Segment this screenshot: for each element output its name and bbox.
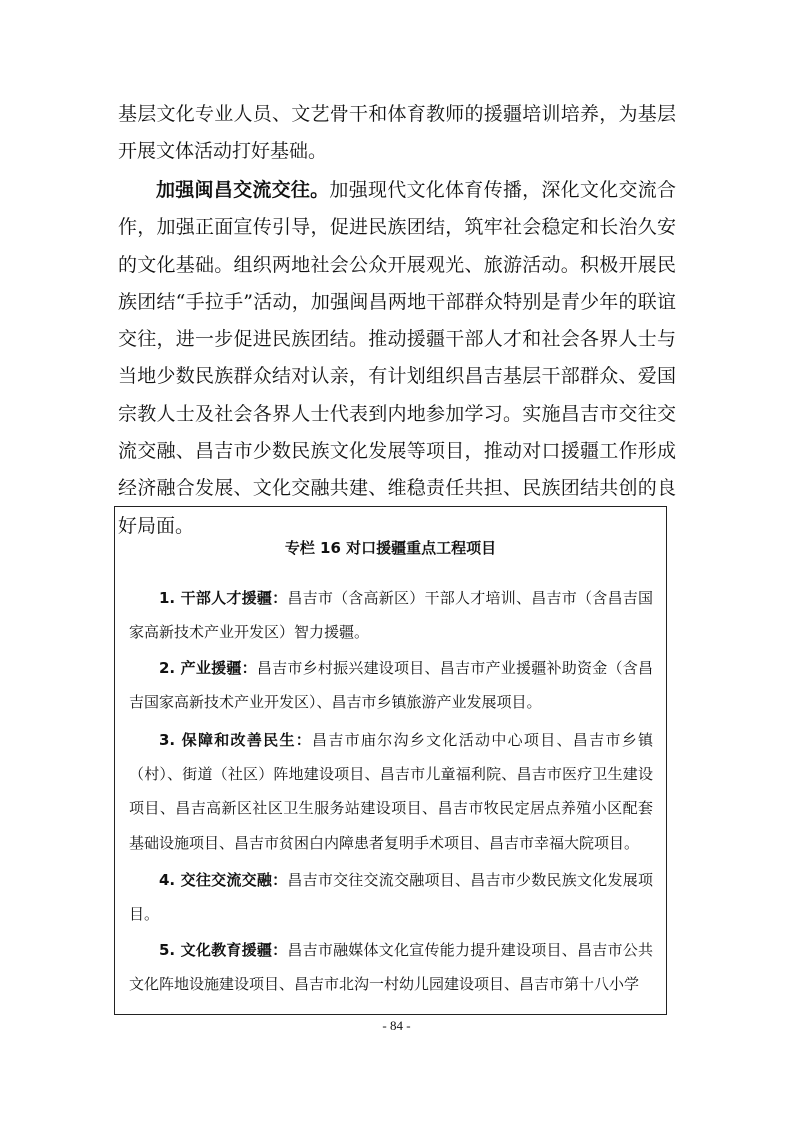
body-paragraph-1: 基层文化专业人员、文艺骨干和体育教师的援疆培训培养，为基层开展文体活动打好基础。 <box>118 103 676 163</box>
project-item-4 <box>129 863 653 931</box>
paragraph-lead-heading: 加强闽昌交流交往。 <box>156 179 330 201</box>
project-item-text: 昌吉市庙尔沟乡文化活动中心项目、昌吉市乡镇（村）、街道（社区）阵地建设项目、昌吉市儿童福利院、昌吉市医疗卫生建设项目、昌吉高新区社区卫生服务站建设项目、昌吉市牧民定居点养殖小区配套基础设施项目、昌吉市贫困白内障患者复明手术项目、昌吉市幸福大院项目。 <box>129 731 653 852</box>
project-item-1 <box>129 581 653 649</box>
paragraph-2-text: 加强现代文化体育传播，深化文化交流合作，加强正面宣传引导，促进民族团结，筑牢社会稳定和长治久安的文化基础。组织两地社会公众开展观光、旅游活动。积极开展民族团结“手拉手”活动，加强闽昌两地干部群众特别是青少年的联谊交往，进一步促进民族团结。推动援疆干部人才和社会各界人士与当地少数民族群众结对认亲，有计划组织昌吉基层干部群众、爱国宗教人士及社会各界人士代表到内地参加学习。实施昌吉市交往交流交融、昌吉市少数民族文化发展等项目，推动对口援疆工作形成经济融合发展、文化交融共建、维稳责任共担、民族团结共创的良好局面。 <box>118 179 676 537</box>
project-item-3 <box>129 723 653 860</box>
project-item-text: 昌吉市乡村振兴建设项目、昌吉市产业援疆补助资金（含昌吉国家高新技术产业开发区）、昌吉市乡镇旅游产业发展项目。 <box>129 659 653 712</box>
feature-box-column-16 <box>114 506 667 1015</box>
project-item-label: 1. 干部人才援疆： <box>159 589 288 607</box>
project-item-label: 3. 保障和改善民生： <box>159 731 313 749</box>
project-item-2 <box>129 651 653 719</box>
project-item-label: 4. 交往交流交融： <box>159 871 288 889</box>
body-paragraph-2 <box>118 172 676 545</box>
project-item-5 <box>129 933 653 1001</box>
project-item-text: 昌吉市（含高新区）干部人才培训、昌吉市（含昌吉国家高新技术产业开发区）智力援疆。 <box>129 589 653 642</box>
project-item-text: 昌吉市融媒体文化宣传能力提升建设项目、昌吉市公共文化阵地设施建设项目、昌吉市北沟一村幼儿园建设项目、昌吉市第十八小学 <box>129 941 653 994</box>
project-item-label: 5. 文化教育援疆： <box>159 941 288 959</box>
feature-box-title: 专栏 16 对口援疆重点工程项目 <box>284 539 497 557</box>
project-item-label: 2. 产业援疆： <box>159 659 257 677</box>
page-number: - 84 - <box>382 1018 411 1033</box>
project-item-text: 昌吉市交往交流交融项目、昌吉市少数民族文化发展项目。 <box>129 871 653 924</box>
